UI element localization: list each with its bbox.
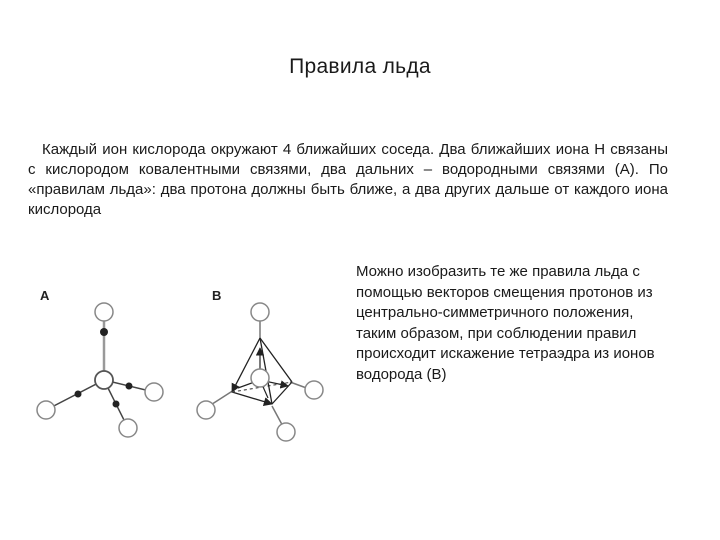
atom-circle bbox=[197, 401, 215, 419]
atom-circle bbox=[305, 381, 323, 399]
atom-circle bbox=[251, 303, 269, 321]
main-paragraph: Каждый ион кислорода окружают 4 ближайших соседа. Два ближайших иона Н связаны с кислородом ковалентными связями, два дальних – водородными связями (А). По «правилам льда»: два протона должны быть ближе, а два других дальше от каждого иона кислорода bbox=[28, 141, 668, 218]
ice-rules-figure bbox=[20, 270, 340, 460]
atom-circle bbox=[95, 303, 113, 321]
label-a: A bbox=[40, 288, 50, 303]
atom-circle bbox=[119, 419, 137, 437]
label-b: B bbox=[212, 288, 222, 303]
atom-circle bbox=[277, 423, 295, 441]
atom-circle bbox=[37, 401, 55, 419]
slide-title: Правила льда bbox=[289, 55, 431, 78]
diagram-a bbox=[37, 303, 163, 437]
diagram-b bbox=[197, 303, 323, 441]
atom-circle bbox=[95, 371, 113, 389]
side-paragraph: Можно изобразить те же правила льда с помощью векторов смещения протонов из центрально-симметричного положения, таким образом, при соблюдении правил происходит искажение тетраэдра из ионов водорода (В) bbox=[356, 263, 655, 383]
atom-circle bbox=[145, 383, 163, 401]
atom-circle bbox=[251, 369, 269, 387]
